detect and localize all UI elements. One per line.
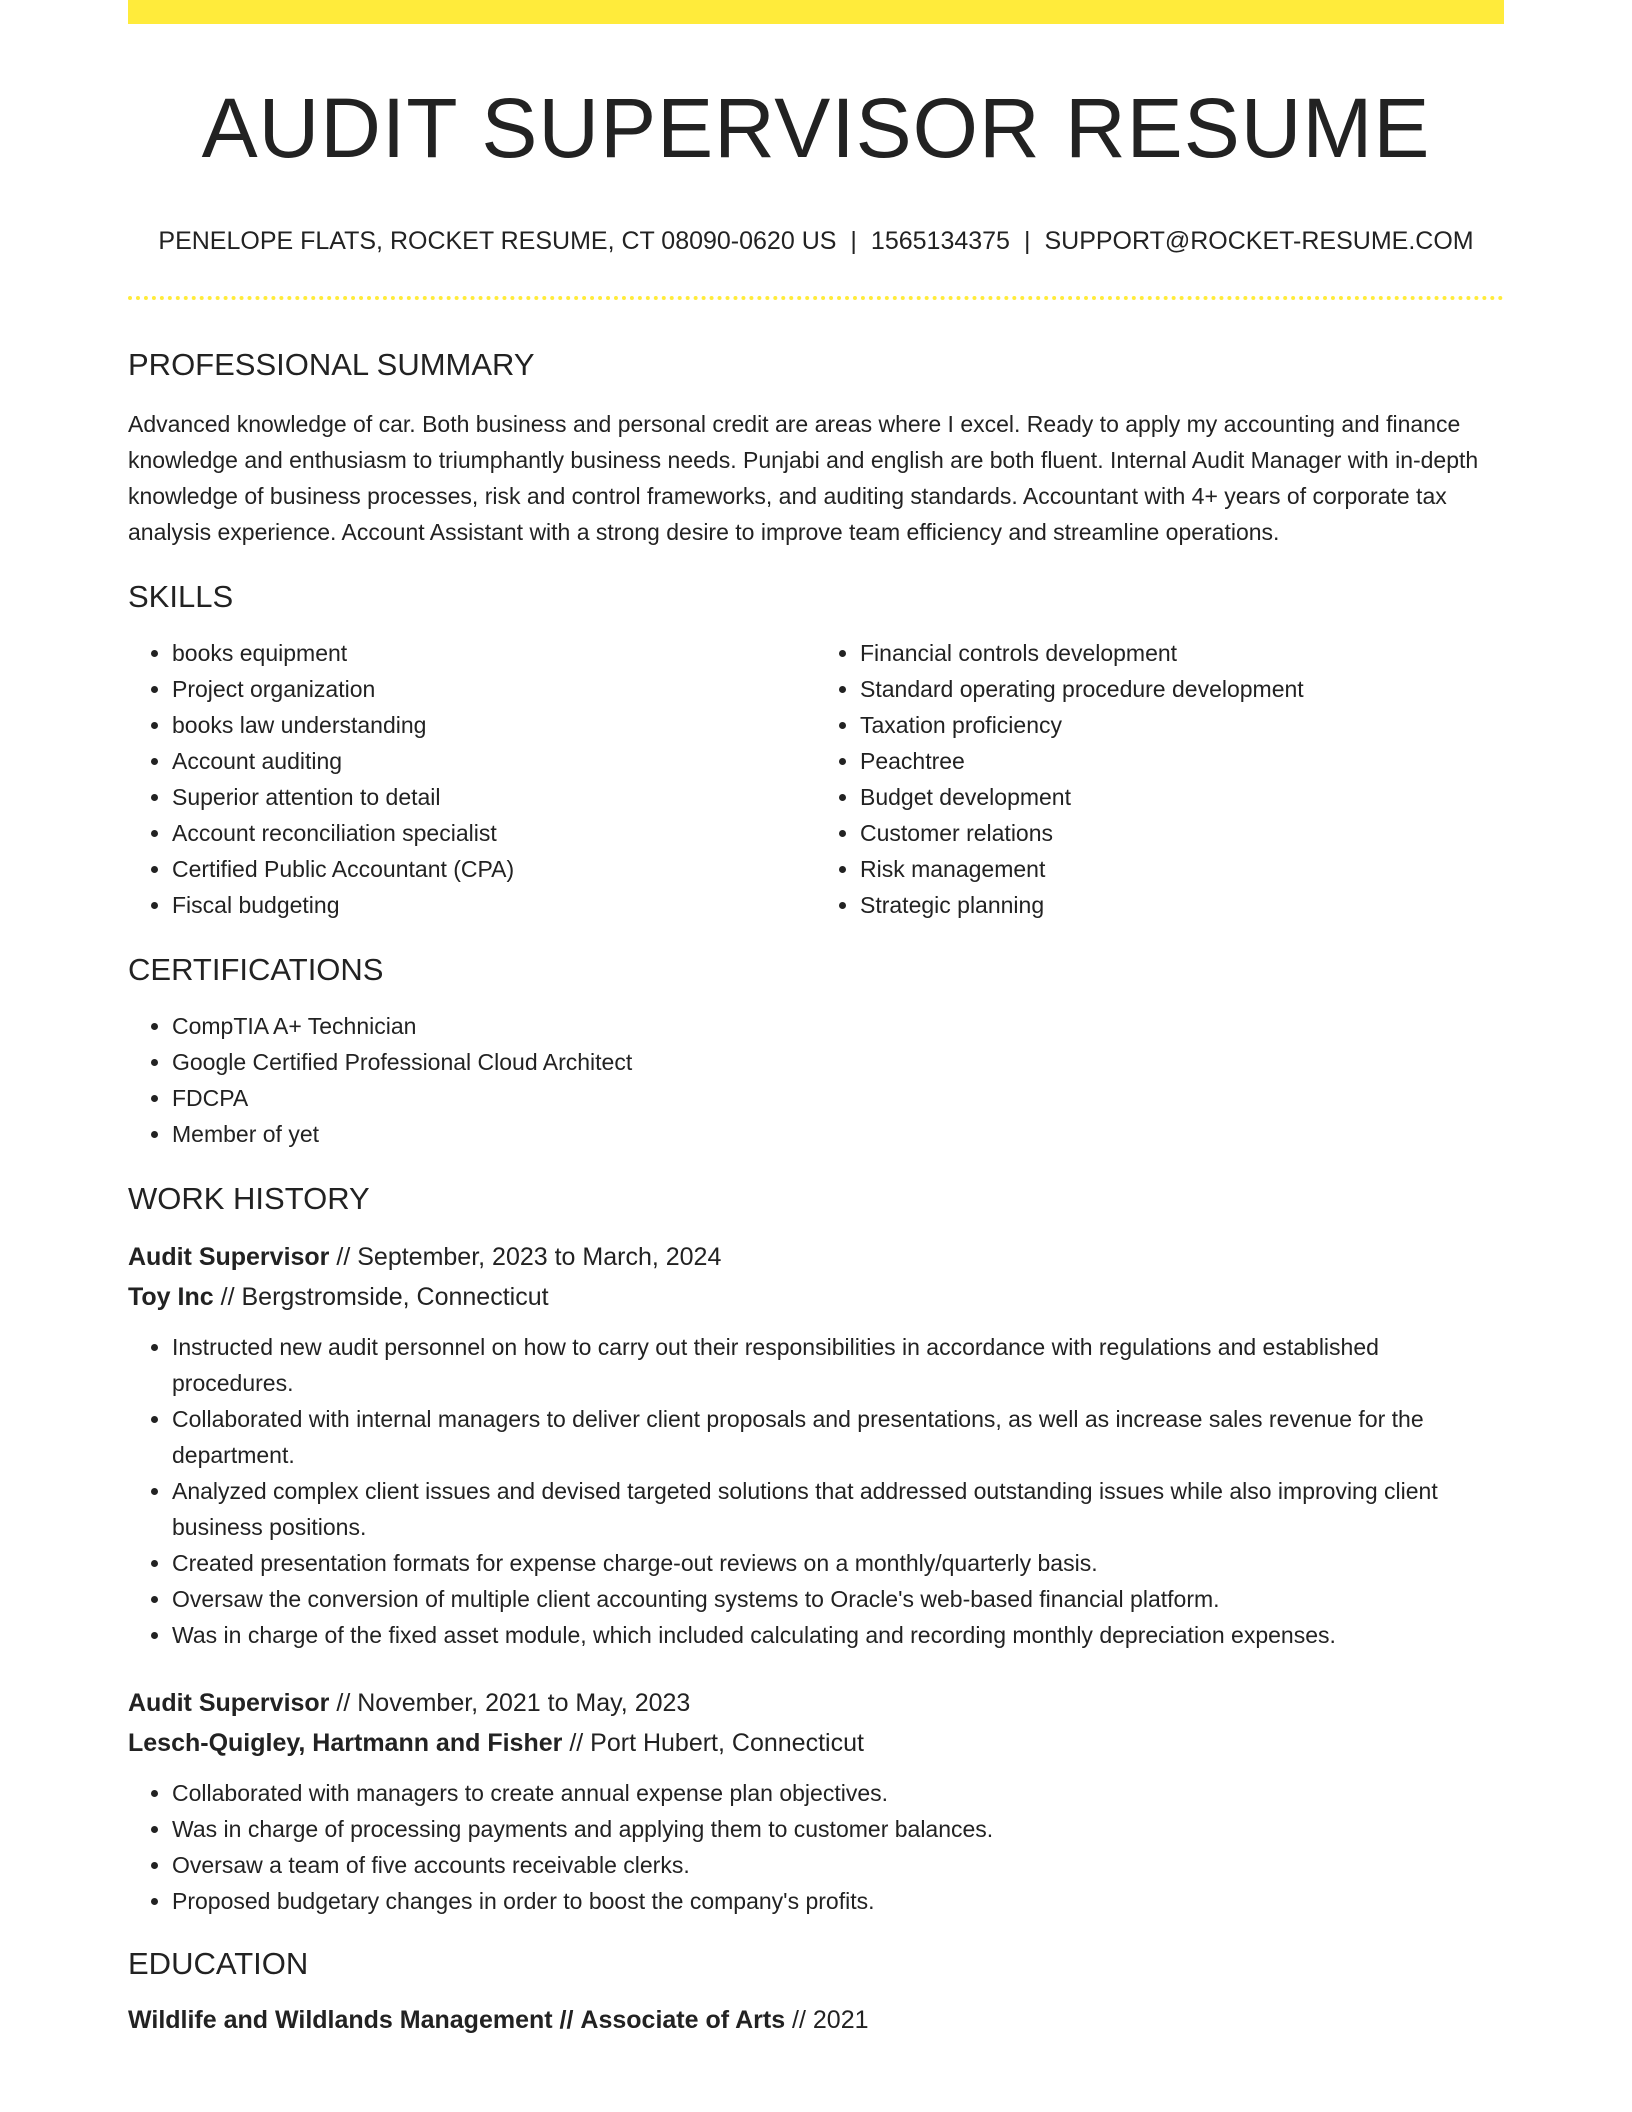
job-title-line (128, 1683, 1504, 1723)
skill-item: • Project organization (172, 671, 816, 707)
certification-item: • CompTIA A+ Technician (172, 1008, 1504, 1044)
skills-heading: SKILLS (128, 578, 234, 614)
job-title: Audit Supervisor (128, 1689, 330, 1718)
skill-item: • Financial controls development (860, 635, 1504, 671)
summary-section (128, 346, 1504, 549)
education-section (128, 1945, 1504, 2040)
education-field: Wildlife and Wildlands Management (128, 2006, 553, 2035)
skills-columns (128, 635, 1504, 923)
work-history-heading: WORK HISTORY (128, 1180, 370, 1216)
accent-bar (128, 0, 1504, 24)
job-separator: // (220, 1283, 235, 1312)
job-entry (128, 1237, 1504, 1653)
job-dates: November, 2021 to May, 2023 (357, 1689, 691, 1718)
skill-item: • Account reconciliation specialist (172, 815, 816, 851)
skill-item: • Standard operating procedure development (860, 671, 1504, 707)
contact-phone: 1565134375 (870, 227, 1010, 256)
skill-item: • books equipment (172, 635, 816, 671)
work-history-section (128, 1180, 1504, 1919)
job-dates: September, 2023 to March, 2024 (357, 1243, 722, 1272)
resume-page (128, 0, 1504, 2040)
education-entry (128, 2000, 1504, 2040)
job-bullets (128, 1775, 1504, 1919)
skill-item: • Account auditing (172, 743, 816, 779)
job-bullet: • Analyzed complex client issues and devised targeted solutions that addressed outstanding issues while also improving client business positions. (172, 1473, 1504, 1545)
job-bullet: • Was in charge of processing payments and applying them to customer balances. (172, 1811, 1504, 1847)
skill-item: • Customer relations (860, 815, 1504, 851)
skill-item: • Peachtree (860, 743, 1504, 779)
education-year: 2021 (812, 2006, 869, 2035)
certifications-section (128, 951, 1504, 1152)
certification-item: • Google Certified Professional Cloud Architect (172, 1044, 1504, 1080)
education-year-separator: // (792, 2006, 806, 2035)
job-title: Audit Supervisor (128, 1243, 330, 1272)
education-degree: Associate of Arts (580, 2006, 786, 2035)
skills-list-left (128, 635, 816, 923)
skill-item: • Budget development (860, 779, 1504, 815)
education-separator: // (559, 2006, 574, 2035)
job-location: Bergstromside, Connecticut (241, 1283, 549, 1312)
summary-heading: PROFESSIONAL SUMMARY (128, 347, 535, 383)
job-location: Port Hubert, Connecticut (590, 1729, 864, 1758)
job-company: Toy Inc (128, 1283, 214, 1312)
job-separator: // (336, 1689, 351, 1718)
resume-title: AUDIT SUPERVISOR RESUME (201, 81, 1431, 175)
job-company-line (128, 1723, 1504, 1763)
job-bullet: • Instructed new audit personnel on how to carry out their responsibilities in accordance with regulations and established procedures. (172, 1329, 1504, 1401)
skill-item: • Superior attention to detail (172, 779, 816, 815)
skills-section (128, 578, 1504, 923)
job-company-line (128, 1277, 1504, 1317)
skill-item: • books law understanding (172, 707, 816, 743)
job-company: Lesch-Quigley, Hartmann and Fisher (128, 1729, 563, 1758)
education-heading: EDUCATION (128, 1946, 309, 1982)
skill-item: • Taxation proficiency (860, 707, 1504, 743)
contact-separator: | (1023, 227, 1031, 256)
certification-item: • Member of yet (172, 1116, 1504, 1152)
certifications-heading: CERTIFICATIONS (128, 951, 384, 987)
skills-list-right (816, 635, 1504, 923)
job-entry (128, 1683, 1504, 1919)
skills-column-right (816, 635, 1504, 923)
skill-item: • Fiscal budgeting (172, 887, 816, 923)
certification-item: • FDCPA (172, 1080, 1504, 1116)
skill-item: • Certified Public Accountant (CPA) (172, 851, 816, 887)
job-separator: // (336, 1243, 351, 1272)
skill-item: • Risk management (860, 851, 1504, 887)
job-bullet: • Proposed budgetary changes in order to boost the company's profits. (172, 1883, 1504, 1919)
contact-address: PENELOPE FLATS, ROCKET RESUME, CT 08090-0620 US (158, 227, 837, 256)
summary-text: Advanced knowledge of car. Both business and personal credit are areas where I excel. Ready to apply my accounting and finance knowledge and enthusiasm to triumphantly business needs. Punjabi and english are both fluent. Internal Audit Manager with in-depth knowledge of business processes, risk and control frameworks, and auditing standards. Accountant with 4+ years of corporate tax analysis experience. Account Assistant with a strong desire to improve team efficiency and streamline operations. (128, 410, 1479, 545)
job-title-line (128, 1237, 1504, 1277)
dotted-divider (128, 296, 1504, 300)
job-bullet: • Oversaw a team of five accounts receivable clerks. (172, 1847, 1504, 1883)
contact-line (128, 226, 1504, 256)
job-bullet: • Collaborated with internal managers to deliver client proposals and presentations, as well as increase sales revenue for the department. (172, 1401, 1504, 1473)
contact-email[interactable]: SUPPORT@ROCKET-RESUME.COM (1044, 227, 1474, 256)
job-bullet: • Collaborated with managers to create annual expense plan objectives. (172, 1775, 1504, 1811)
contact-separator: | (850, 227, 857, 256)
job-bullet: • Oversaw the conversion of multiple client accounting systems to Oracle's web-based financial platform. (172, 1581, 1504, 1617)
certifications-list (128, 1008, 1504, 1152)
skills-column-left (128, 635, 816, 923)
job-separator: // (569, 1729, 584, 1758)
job-bullet: • Created presentation formats for expense charge-out reviews on a monthly/quarterly basis. (172, 1545, 1504, 1581)
skill-item: • Strategic planning (860, 887, 1504, 923)
job-bullet: • Was in charge of the fixed asset module, which included calculating and recording monthly depreciation expenses. (172, 1617, 1504, 1653)
job-bullets (128, 1329, 1504, 1653)
